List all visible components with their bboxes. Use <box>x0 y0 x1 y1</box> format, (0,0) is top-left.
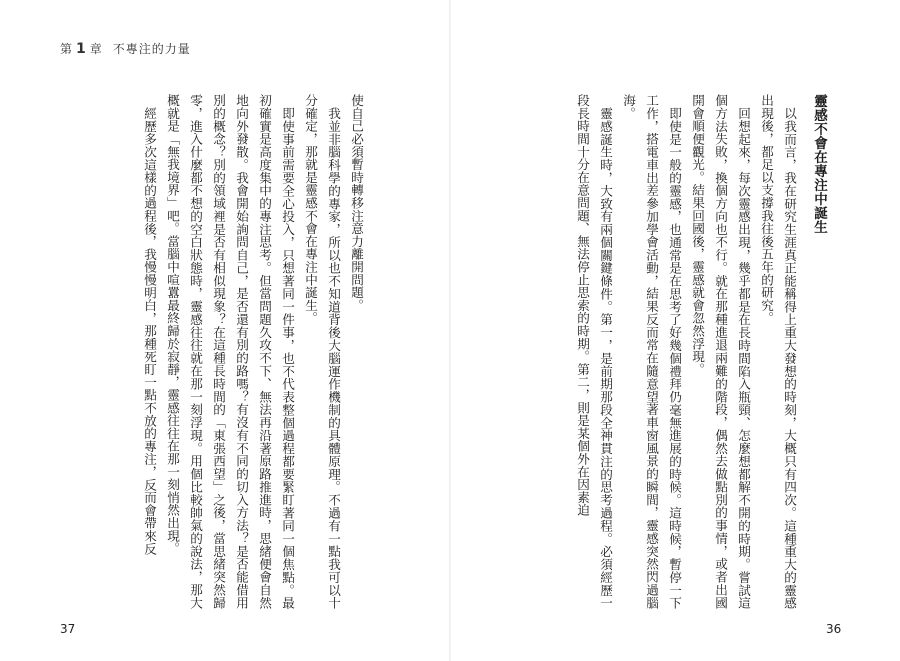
paragraph: 以我而言，我在研究生涯真正能稱得上重大發想的時刻，大概只有四次。這種重大的靈感出現後，都足以支撐我往後五年的研究。 <box>759 94 797 609</box>
paragraph: 即使事前需要全心投入，只想著同一件事，也不代表整個過程都要緊盯著同一個焦點。最初確實是高度集中的專注思考。但當問題久攻不下、無法再沿著原路推進時，思緒便會自然地向外發散。我會開始詢問自己，是否還有別的路嗎？有沒有不同的切入方法？是否能借用別的概念？別的領域裡是否有相似現象？在這種長時間的「東張西望」之後，當思緒突然歸零，進入什麼都不想的空白狀態時，靈感往往就在那一刻浮現。用個比較帥氣的說法，那大概就是「無我境界」吧。當腦中喧囂最終歸於寂靜，靈感往往在那一刻悄然出現。 <box>165 94 295 609</box>
running-head <box>60 40 191 57</box>
section-heading: 靈感不會在專注中誕生 <box>811 94 827 234</box>
paragraph: 即使是一般的靈感，也通常是在思考了好幾個禮拜仍毫無進展的時候。這時候，暫停一下工作，搭電車出差參加學會活動，結果反而常在隨意望著車窗風景的瞬間，靈感突然閃過腦海。 <box>621 94 682 609</box>
paragraph-continued: 使自己必須暫時轉移注意力離開問題。 <box>349 94 364 312</box>
chapter-suffix: 章 <box>89 42 103 56</box>
chapter-title: 不專注的力量 <box>112 42 191 56</box>
page-gutter <box>449 0 451 661</box>
paragraph: 經歷多次這樣的過程後，我慢慢明白，那種死盯一點不放的專注，反而會帶來反 <box>142 106 157 555</box>
left-page-text <box>78 94 368 609</box>
right-page-text <box>530 94 830 609</box>
chapter-prefix: 第 <box>60 42 74 56</box>
paragraph: 我並非腦科學的專家，所以也不知道背後大腦運作機制的具體原理。不過有一點我可以十分確定，那就是靈感不會在專注中誕生。 <box>303 94 341 609</box>
page-number-right: 36 <box>826 622 842 636</box>
paragraph: 回想起來，每次靈感出現，幾乎都是在長時間陷入瓶頸、怎麼想都解不開的時期。嘗試這個方法失敗，換個方向也不行。就在那種進退兩難的階段，偶然去做點別的事情，或者出國開會順便觀光。結果回國後，靈感就會忽然浮現。 <box>690 94 751 609</box>
page-number-left: 37 <box>60 622 76 636</box>
paragraph: 靈感誕生時，大致有兩個關鍵條件。第一，是前期那段全神貫注的思考過程。必須經歷一段長時間十分在意問題、無法停止思索的時期。第二，則是某個外在因素迫 <box>575 94 613 609</box>
chapter-number: 1 <box>76 41 87 57</box>
